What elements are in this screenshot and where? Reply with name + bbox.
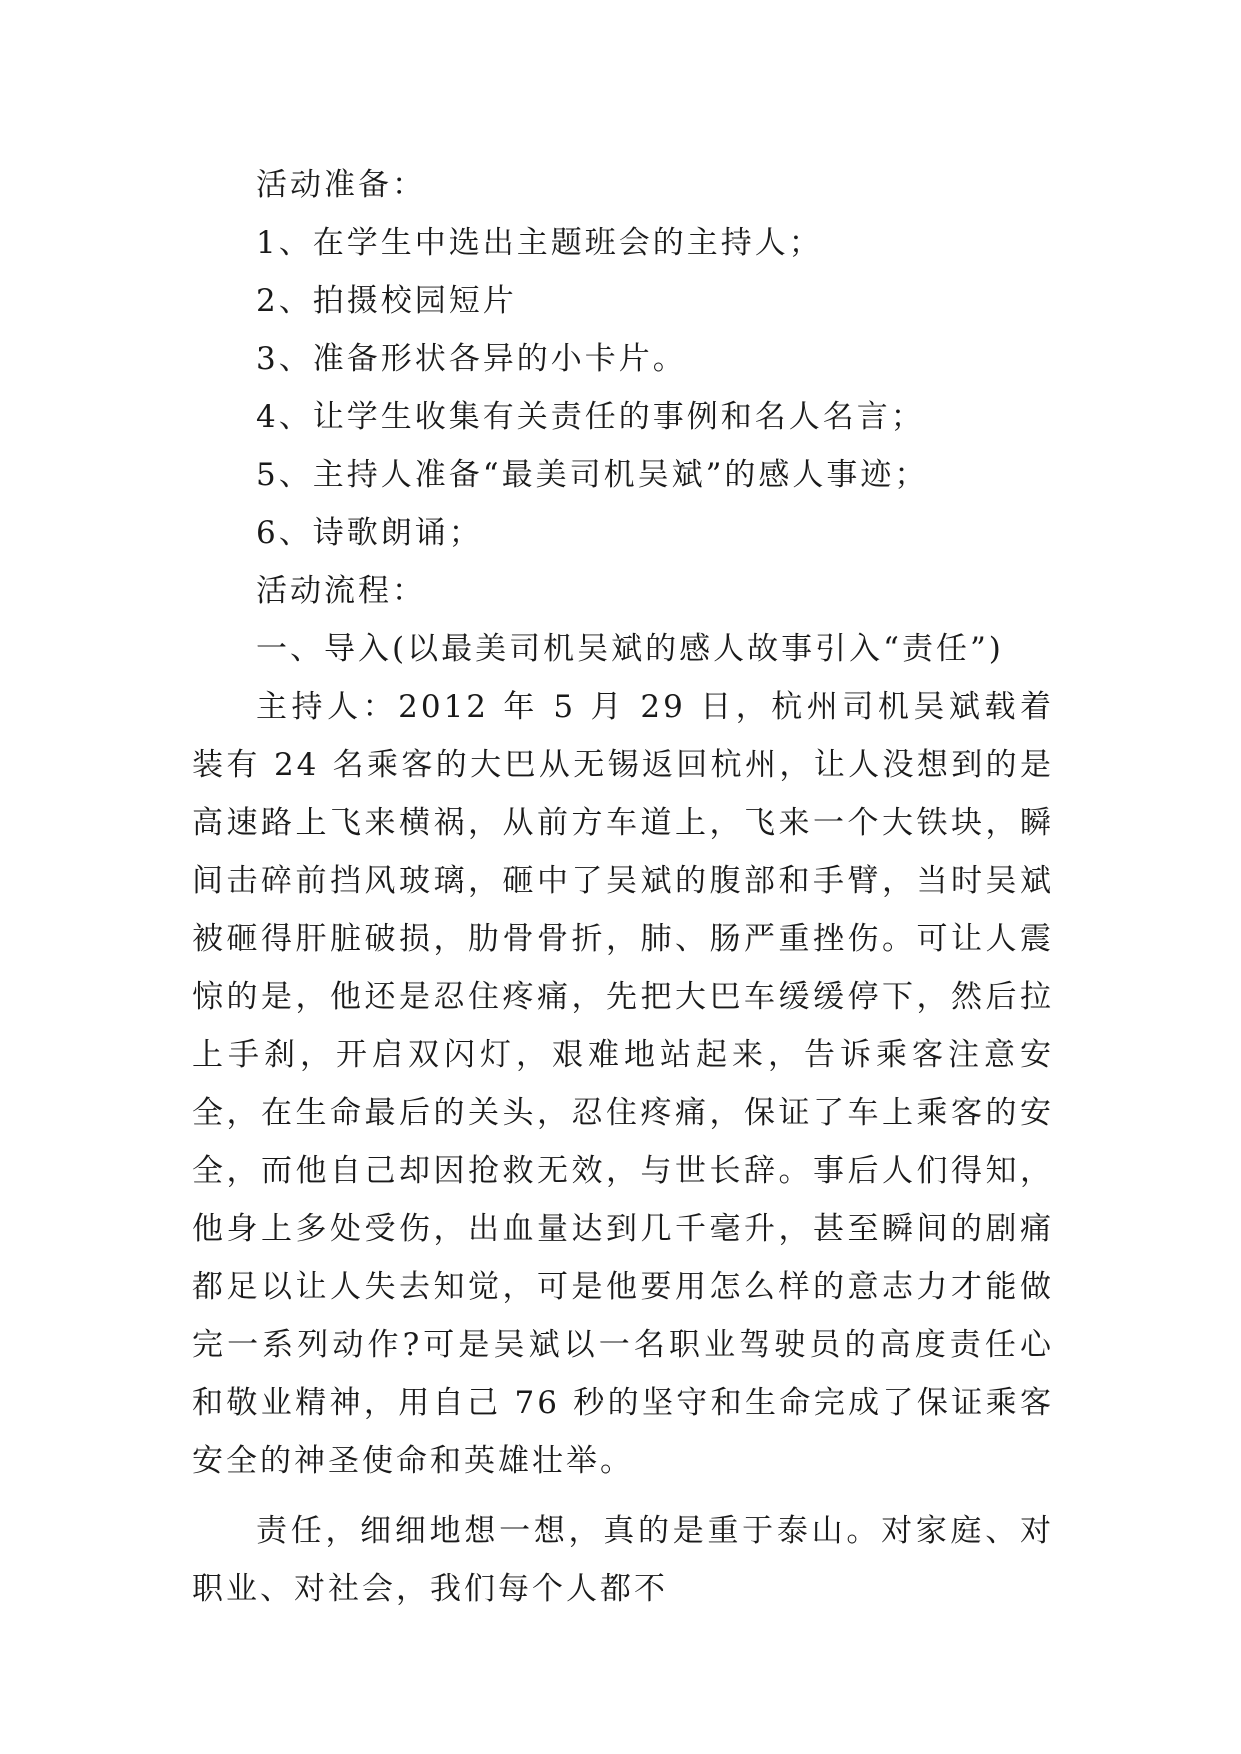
prep-heading: 活动准备： xyxy=(256,167,426,203)
prep-item: 3、准备形状各异的小卡片。 xyxy=(256,341,687,377)
flow-heading: 活动流程： xyxy=(256,573,426,609)
section-one-heading: 一、导入(以最美司机吴斌的感人故事引入“责任”) xyxy=(256,631,1004,667)
responsibility-paragraph: 责任，细细地想一想，真的是重于泰山。对家庭、对职业、对社会，我们每个人都不 xyxy=(192,1513,1054,1607)
prep-item: 6、诗歌朗诵； xyxy=(256,515,483,551)
host-paragraph: 主持人：2012 年 5 月 29 日，杭州司机吴斌载着装有 24 名乘客的大巴从无锡返回杭州，让人没想到的是高速路上飞来横祸，从前方车道上，飞来一个大铁块，瞬间击碎前挡风玻璃，砸中了吴斌的腹部和手臂，当时吴斌被砸得肝脏破损，肋骨骨折，肺、肠严重挫伤。可让人震惊的是，他还是忍住疼痛，先把大巴车缓缓停下，然后拉上手刹，开启双闪灯，艰难地站起来，告诉乘客注意安全，在生命最后的关头，忍住疼痛，保证了车上乘客的安全，而他自己却因抢救无效，与世长辞。事后人们得知，他身上多处受伤，出血量达到几千毫升，甚至瞬间的剧痛都足以让人失去知觉，可是他要用怎么样的意志力才能做完一系列动作?可是吴斌以一名职业驾驶员的高度责任心和敬业精神，用自己 76 秒的坚守和生命完成了保证乘客安全的神圣使命和英雄壮举。 xyxy=(192,689,1054,1479)
prep-item: 2、拍摄校园短片 xyxy=(256,283,517,319)
prep-item: 5、主持人准备“最美司机吴斌”的感人事迹； xyxy=(256,457,929,493)
prep-item: 4、让学生收集有关责任的事例和名人名言； xyxy=(256,399,925,435)
document-body xyxy=(192,156,1054,1618)
prep-item: 1、在学生中选出主题班会的主持人； xyxy=(256,225,823,261)
